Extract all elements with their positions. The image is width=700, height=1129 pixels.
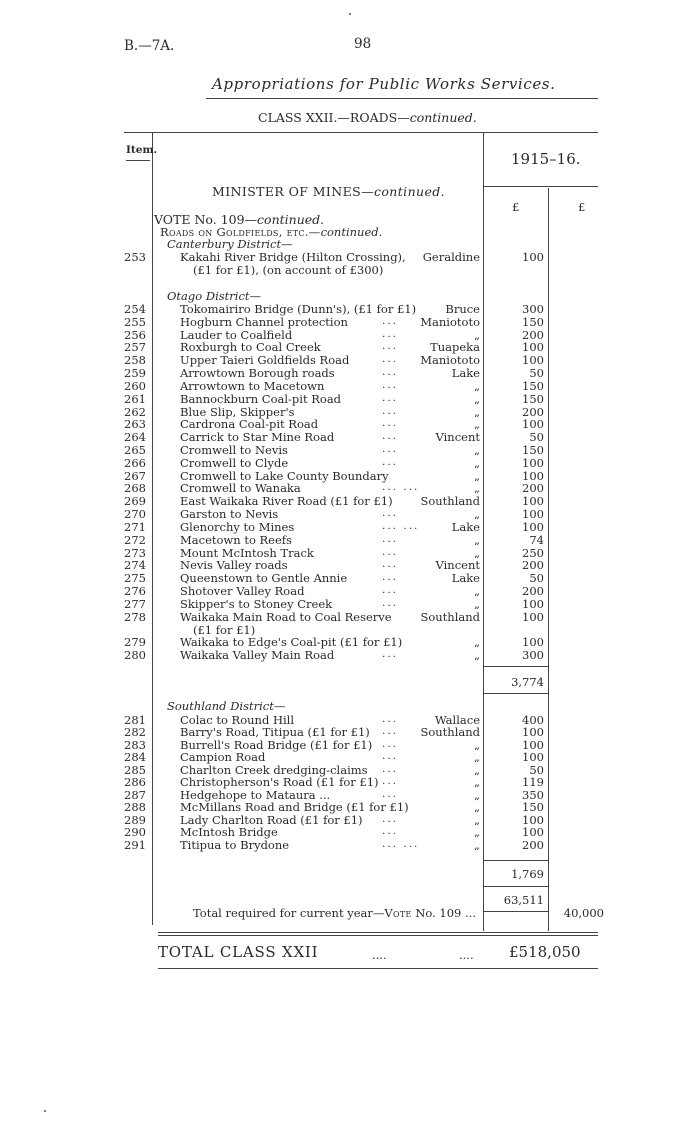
- item-description: Mount McIntosh Track: [180, 545, 314, 560]
- item-number: 253: [124, 250, 146, 264]
- electorate: „: [474, 635, 480, 650]
- electorate: „: [474, 762, 480, 777]
- dot-leader: ...: [382, 725, 399, 738]
- item-description: Blue Slip, Skipper's: [180, 404, 295, 419]
- vote-heading-cont: continued.: [257, 212, 325, 227]
- item-number: 277: [124, 596, 146, 611]
- item-description: Garston to Nevis: [180, 507, 279, 522]
- item-number: 260: [124, 378, 146, 393]
- dot-leader: ... ...: [382, 519, 420, 532]
- amount: 100: [522, 494, 544, 509]
- electorate: „: [474, 787, 480, 802]
- dot-leader: ...: [382, 391, 399, 404]
- amount: 119: [522, 775, 544, 790]
- item-number: 289: [124, 812, 146, 827]
- item-number: 257: [124, 340, 146, 355]
- item-description: East Waikaka River Road (£1 for £1): [180, 494, 393, 509]
- amount: 200: [522, 558, 544, 573]
- electorate: „: [474, 596, 480, 611]
- title-rule: [206, 98, 598, 99]
- amount: 300: [522, 302, 544, 316]
- electorate: Lake: [451, 366, 480, 381]
- amount: 100: [522, 455, 544, 470]
- roads-heading-main: Roads on Goldfields, etc.—: [160, 225, 321, 239]
- class-heading-cont: continued.: [409, 110, 477, 125]
- year-header-rule: [484, 186, 598, 187]
- item-number: 267: [124, 468, 146, 483]
- electorate: „: [474, 378, 480, 393]
- amount: 150: [522, 314, 544, 329]
- dot-leader: ...: [382, 825, 399, 838]
- item-number: 286: [124, 775, 146, 790]
- amount: 100: [522, 250, 544, 264]
- item-description-continued: (£1 for £1): [193, 622, 256, 637]
- amount: 100: [522, 635, 544, 650]
- item-number: 258: [124, 353, 146, 368]
- item-number: 254: [124, 302, 146, 316]
- amount: 250: [522, 545, 544, 560]
- total-required-label: [193, 906, 476, 920]
- item-number: 275: [124, 571, 146, 586]
- item-column-rule: [152, 133, 153, 925]
- total-class-leader-1: ....: [372, 948, 387, 962]
- item-number: 262: [124, 404, 146, 419]
- minister-heading: [212, 184, 445, 199]
- dot-leader: ...: [382, 571, 399, 584]
- electorate: Southland: [420, 609, 480, 624]
- item-number: 279: [124, 635, 146, 650]
- scan-speck: [44, 1110, 46, 1112]
- electorate: Vincent: [435, 558, 480, 573]
- amount: 100: [522, 468, 544, 483]
- item-description: Macetown to Reefs: [180, 532, 292, 547]
- amount: 74: [529, 532, 544, 547]
- electorate: „: [474, 468, 480, 483]
- electorate: Vincent: [435, 430, 480, 445]
- total-required-amount: 40,000: [563, 906, 604, 920]
- amount: 300: [522, 648, 544, 663]
- southland-subtotal: 1,769: [511, 867, 544, 881]
- item-number: 283: [124, 737, 146, 752]
- item-number: 269: [124, 494, 146, 509]
- vote-subtotal: 63,511: [503, 893, 544, 907]
- total-class-top-rule: [158, 932, 598, 933]
- item-description: Barry's Road, Titipua (£1 for £1): [180, 725, 370, 740]
- year-column-header: 1915–16.: [511, 150, 581, 168]
- item-description: Hogburn Channel protection: [180, 314, 348, 329]
- amount: 100: [522, 519, 544, 534]
- electorate: Maniototo: [420, 353, 480, 368]
- item-number: 265: [124, 443, 146, 458]
- amount: 100: [522, 750, 544, 765]
- pound-symbol-col2: £: [578, 200, 586, 214]
- amount: 100: [522, 609, 544, 624]
- dot-leader: ...: [382, 314, 399, 327]
- dot-leader: ...: [382, 775, 399, 788]
- dot-leader: ...: [382, 545, 399, 558]
- item-number: 282: [124, 725, 146, 740]
- dot-leader: ...: [382, 787, 399, 800]
- minister-heading-cont: continued.: [373, 184, 446, 199]
- item-description: Colac to Round Hill: [180, 713, 295, 727]
- dot-leader: ...: [382, 430, 399, 443]
- item-number: 274: [124, 558, 146, 573]
- item-number: 284: [124, 750, 146, 765]
- item-column-header: Item.: [126, 144, 158, 156]
- item-description-continued: (£1 for £1), (on account of £300): [193, 263, 384, 277]
- dot-leader: ...: [382, 353, 399, 366]
- item-description: Shotover Valley Road: [180, 584, 305, 599]
- item-number: 266: [124, 455, 146, 470]
- electorate: „: [474, 750, 480, 765]
- total-class-leader-2: ....: [459, 948, 474, 962]
- southland-district-heading: Southland District—: [167, 699, 286, 713]
- total-class-label: TOTAL CLASS XXII: [158, 943, 319, 961]
- total-class-amount: £518,050: [509, 943, 581, 961]
- electorate: „: [474, 443, 480, 458]
- item-header-underline: [126, 160, 150, 161]
- item-number: 287: [124, 787, 146, 802]
- item-number: 280: [124, 648, 146, 663]
- amount: 50: [529, 762, 544, 777]
- item-number: 261: [124, 391, 146, 406]
- total-required-prefix: Total required for current year—: [193, 906, 385, 920]
- amount: 100: [522, 353, 544, 368]
- amount: 100: [522, 737, 544, 752]
- dot-leader: ...: [382, 443, 399, 456]
- otago-district-heading: Otago District—: [167, 289, 262, 303]
- item-description: Glenorchy to Mines: [180, 519, 295, 534]
- vote-subtotal-underline: [484, 911, 548, 912]
- electorate: „: [474, 800, 480, 815]
- amount: 200: [522, 481, 544, 496]
- electorate: Lake: [451, 519, 480, 534]
- amount: 100: [522, 725, 544, 740]
- item-description: Cromwell to Nevis: [180, 443, 288, 458]
- amount: 100: [522, 596, 544, 611]
- electorate: Southland: [420, 494, 480, 509]
- total-required-suffix: No. 109 ...: [411, 906, 476, 920]
- document-reference: B.—7A.: [124, 38, 175, 54]
- amount: 100: [522, 507, 544, 522]
- item-description: Cardrona Coal-pit Road: [180, 417, 319, 432]
- item-description: Tokomairiro Bridge (Dunn's), (£1 for £1): [180, 302, 417, 316]
- dot-leader: ...: [382, 507, 399, 520]
- electorate: „: [474, 812, 480, 827]
- electorate: „: [474, 391, 480, 406]
- electorate: „: [474, 837, 480, 852]
- amount: 50: [529, 430, 544, 445]
- dot-leader: ...: [382, 737, 399, 750]
- class-heading: [258, 110, 477, 125]
- item-number: 278: [124, 609, 146, 624]
- minister-heading-main: MINISTER OF MINES—: [212, 184, 374, 199]
- pound-symbol-col1: £: [512, 200, 520, 214]
- amount: 200: [522, 327, 544, 342]
- dot-leader: ... ...: [382, 481, 420, 494]
- item-description: Hedgehope to Mataura ...: [180, 787, 331, 802]
- item-description: Nevis Valley roads: [180, 558, 288, 573]
- class-heading-main: CLASS XXII.—ROADS—: [258, 110, 410, 125]
- amount: 50: [529, 571, 544, 586]
- item-description: Cromwell to Clyde: [180, 455, 289, 470]
- item-number: 270: [124, 507, 146, 522]
- item-description: Skipper's to Stoney Creek: [180, 596, 333, 611]
- dot-leader: ...: [382, 378, 399, 391]
- electorate: „: [474, 455, 480, 470]
- vote-heading-main: VOTE No. 109—: [154, 212, 258, 227]
- item-number: 271: [124, 519, 146, 534]
- item-description: Christopherson's Road (£1 for £1): [180, 775, 379, 790]
- dot-leader: ...: [382, 417, 399, 430]
- total-column-rule: [548, 188, 549, 931]
- amount: 350: [522, 787, 544, 802]
- amount: 200: [522, 584, 544, 599]
- amount: 150: [522, 443, 544, 458]
- total-class-top-rule-double: [158, 935, 598, 936]
- dot-leader: ...: [382, 750, 399, 763]
- electorate: „: [474, 775, 480, 790]
- dot-leader: ...: [382, 713, 399, 725]
- dot-leader: ...: [382, 584, 399, 597]
- amount: 100: [522, 340, 544, 355]
- item-description: McIntosh Bridge: [180, 825, 278, 840]
- amount: 400: [522, 713, 544, 727]
- item-number: 281: [124, 713, 146, 727]
- otago-subtotal-underline: [484, 693, 548, 694]
- amount: 150: [522, 391, 544, 406]
- dot-leader: ...: [382, 762, 399, 775]
- item-number: 263: [124, 417, 146, 432]
- dot-leader: ...: [382, 648, 399, 661]
- electorate: „: [474, 481, 480, 496]
- item-description: Waikaka Valley Main Road: [180, 648, 335, 663]
- total-class-bottom-rule: [158, 968, 598, 969]
- dot-leader: ...: [382, 340, 399, 353]
- item-description: Burrell's Road Bridge (£1 for £1): [180, 737, 373, 752]
- electorate: Wallace: [434, 713, 480, 727]
- item-description: Waikaka Main Road to Coal Reserve: [180, 609, 392, 624]
- item-number: 272: [124, 532, 146, 547]
- page-title: Appropriations for Public Works Services.: [212, 75, 556, 93]
- amount: 200: [522, 837, 544, 852]
- item-description: Arrowtown Borough roads: [180, 366, 335, 381]
- item-description: Charlton Creek dredging-claims: [180, 762, 368, 777]
- item-description: Arrowtown to Macetown: [180, 378, 325, 393]
- item-description: Waikaka to Edge's Coal-pit (£1 for £1): [180, 635, 403, 650]
- dot-leader: ...: [382, 812, 399, 825]
- amount: 100: [522, 812, 544, 827]
- electorate: Bruce: [445, 302, 480, 316]
- item-description: Cromwell to Lake County Boundary: [180, 468, 389, 483]
- southland-subtotal-underline: [484, 886, 548, 887]
- electorate: „: [474, 648, 480, 663]
- electorate: „: [474, 532, 480, 547]
- electorate: „: [474, 404, 480, 419]
- electorate: „: [474, 327, 480, 342]
- item-description: McMillans Road and Bridge (£1 for £1): [180, 800, 409, 815]
- item-number: 264: [124, 430, 146, 445]
- canterbury-district-heading: Canterbury District—: [167, 237, 293, 251]
- dot-leader: ...: [382, 558, 399, 571]
- item-description: Carrick to Star Mine Road: [180, 430, 335, 445]
- amount: 100: [522, 417, 544, 432]
- amount: 100: [522, 825, 544, 840]
- scan-speck: [349, 13, 351, 15]
- electorate: „: [474, 737, 480, 752]
- item-number: 291: [124, 837, 146, 852]
- dot-leader: ...: [382, 366, 399, 379]
- electorate: „: [474, 584, 480, 599]
- electorate: Lake: [451, 571, 480, 586]
- electorate: „: [474, 417, 480, 432]
- dot-leader: ...: [382, 455, 399, 468]
- dot-leader: ...: [382, 327, 399, 340]
- item-description: Lauder to Coalfield: [180, 327, 293, 342]
- item-description: Roxburgh to Coal Creek: [180, 340, 321, 355]
- item-description: Titipua to Brydone: [180, 837, 290, 852]
- electorate: Geraldine: [422, 250, 480, 264]
- dot-leader: ...: [382, 532, 399, 545]
- item-description: Lady Charlton Road (£1 for £1): [180, 812, 363, 827]
- item-description: Kakahi River Bridge (Hilton Crossing),: [180, 250, 406, 264]
- item-description: Bannockburn Coal-pit Road: [180, 391, 342, 406]
- amount: 150: [522, 378, 544, 393]
- amount: 150: [522, 800, 544, 815]
- electorate: Maniototo: [420, 314, 480, 329]
- roads-heading-cont: continued.: [320, 225, 383, 239]
- otago-subtotal-rule: [484, 666, 548, 667]
- item-number: 255: [124, 314, 146, 329]
- dot-leader: ...: [382, 596, 399, 609]
- electorate: Tuapeka: [430, 340, 480, 355]
- dot-leader: ... ...: [382, 837, 420, 850]
- item-description: Upper Taieri Goldfields Road: [180, 353, 350, 368]
- item-description: Cromwell to Wanaka: [180, 481, 301, 496]
- amount: 50: [529, 366, 544, 381]
- electorate: „: [474, 507, 480, 522]
- item-number: 276: [124, 584, 146, 599]
- item-number: 273: [124, 545, 146, 560]
- southland-subtotal-rule: [484, 860, 548, 861]
- item-number: 285: [124, 762, 146, 777]
- page-number: 98: [354, 36, 372, 52]
- electorate: „: [474, 825, 480, 840]
- item-number: 288: [124, 800, 146, 815]
- item-description: Campion Road: [180, 750, 266, 765]
- item-number: 256: [124, 327, 146, 342]
- table-top-rule: [124, 132, 598, 133]
- item-description: Queenstown to Gentle Annie: [180, 571, 348, 586]
- electorate: „: [474, 545, 480, 560]
- item-number: 290: [124, 825, 146, 840]
- total-required-vote: Vote: [384, 906, 412, 920]
- dot-leader: ...: [382, 404, 399, 417]
- otago-subtotal: 3,774: [511, 675, 544, 689]
- electorate: Southland: [420, 725, 480, 740]
- item-number: 259: [124, 366, 146, 381]
- amount: 200: [522, 404, 544, 419]
- item-number: 268: [124, 481, 146, 496]
